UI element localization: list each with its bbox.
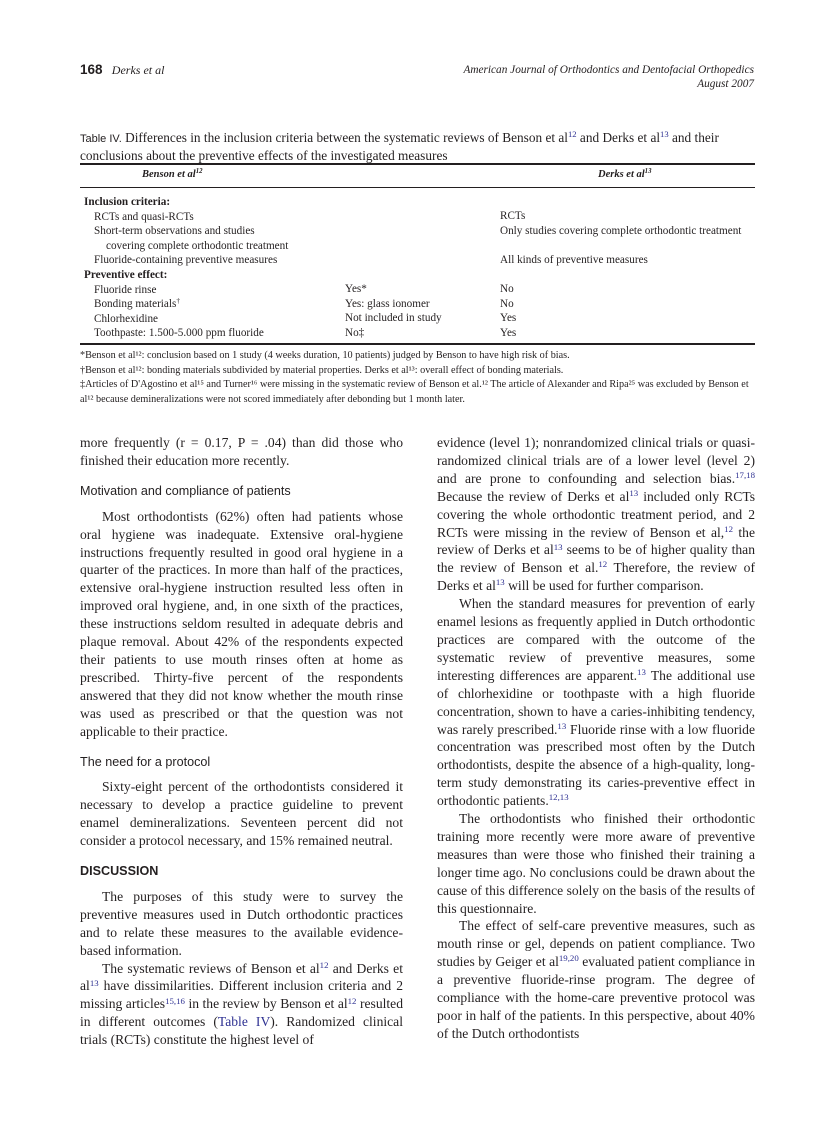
table-header-derks: Derks et $al^{13}$ xyxy=(598,168,652,180)
cell-derks: All kinds of preventive measures xyxy=(500,253,648,266)
citation-ref[interactable]: 19,20 xyxy=(558,953,579,964)
citation-ref[interactable]: 12 xyxy=(347,995,357,1006)
citation-ref[interactable]: 13 xyxy=(495,577,505,588)
table-header-benson: Benson et $al^{12}$ xyxy=(142,168,203,180)
section-heading: DISCUSSION xyxy=(80,864,159,879)
footnote: *Benson et al¹²: conclusion based on 1 study (4 weeks duration, 10 patients) judged by Benson to have high risk of bias. xyxy=(80,350,570,361)
row-label: Short-term observations and studies xyxy=(94,225,255,238)
citation-ref[interactable]: 13 xyxy=(660,129,669,140)
row-label: Toothpaste: 1.500-5.000 ppm fluoride xyxy=(94,327,264,340)
citation-ref[interactable]: 17,18 xyxy=(735,469,755,480)
row-label: Fluoride-containing preventive measures xyxy=(94,254,278,267)
cell-derks: Yes xyxy=(500,312,517,325)
cell-derks: RCTs xyxy=(500,210,526,222)
table-top-rule xyxy=(80,163,755,165)
cell-benson: Not included in study xyxy=(345,312,442,325)
cell-derks: No xyxy=(500,297,514,310)
table-label-column xyxy=(84,195,288,341)
citation-ref[interactable]: 13 xyxy=(629,487,639,498)
section-heading: Motivation and compliance of patients xyxy=(80,483,291,498)
row-label: Fluoride rinse xyxy=(94,283,157,296)
running-header-left xyxy=(80,62,164,78)
journal-title: American Journal of Orthodontics and Dentofacial Orthopedics xyxy=(463,64,754,76)
citation-ref[interactable]: 13 xyxy=(553,541,563,552)
table-bottom-rule xyxy=(80,343,755,345)
cell-benson: Yes: glass ionomer xyxy=(345,297,430,310)
cell-derks: No xyxy=(500,282,514,295)
row-label: Chlorhexidine xyxy=(94,312,159,325)
page-number: 168 xyxy=(80,62,103,77)
table-footnotes xyxy=(80,349,760,407)
paragraph: The effect of self-care preventive measures, such as mouth rinse or gel, depends on patient compliance. Two studies by Geiger et al$^{19,20}$ evaluated patient compliance in a preventive fluoride-rinse program. The degree of compliance with the home-care preventive protocol was poor in half of the patients. In this perspective, about 40% of the Dutch orthodontists xyxy=(437,918,755,1041)
table-caption xyxy=(80,130,760,164)
citation-ref[interactable]: 12 xyxy=(598,559,608,570)
row-label-cont: covering complete orthodontic treatment xyxy=(106,239,289,252)
footnote: †Benson et al¹²: bonding materials subdivided by material properties. Derks et al¹³: overall effect of bonding materials. xyxy=(80,364,564,376)
paragraph: The orthodontists who finished their orthodontic training more recently were more aware of preventive measures than were those who finished their training a longer time ago. No conclusions could be drawn about the cause of this difference solely on the basis of the results of this questionnaire. xyxy=(437,811,755,916)
citation-ref[interactable]: 15,16 xyxy=(165,995,185,1006)
citation-ref[interactable]: 12,13 xyxy=(548,792,569,803)
journal-issue: August 2007 xyxy=(697,78,754,90)
running-authors: Derks et al xyxy=(111,63,165,77)
section-title: Inclusion criteria: xyxy=(84,196,171,208)
paragraph: The systematic reviews of Benson et $al^{12}$ and Derks et $al^{13}$ have dissimilarities. Different inclusion criteria and 2 missing articles$^{15,16}$ in the review by Benson et $al^{12}$ resulted in different outcomes (Table IV). Randomized clinical trials (RCTs) constitute the highest level of xyxy=(80,959,404,1048)
cell-derks: Yes xyxy=(500,326,517,339)
cell-benson: Yes* xyxy=(345,283,367,295)
table-benson-column xyxy=(345,282,442,340)
table-derks-column xyxy=(500,209,741,340)
table-link[interactable]: Table IV xyxy=(217,1014,271,1030)
citation-ref[interactable]: 12 xyxy=(319,959,329,970)
citation-ref[interactable]: 12 xyxy=(567,129,577,140)
citation-ref[interactable]: 13 xyxy=(557,720,567,731)
footnote: ‡Articles of D'Agostino et al¹⁵ and Turner¹⁶ were missing in the systematic review of Benson et al.¹² The article of Alexander and Ripa²⁵ was excluded by Benson et al¹² because demineralizations were not scored immediately after debonding but 1 month later. xyxy=(80,379,749,405)
caption-text: Differences in the inclusion criteria between the systematic reviews of Benson et al xyxy=(125,130,568,145)
section-title: Preventive effect: xyxy=(84,268,168,281)
paragraph: evidence (level 1); nonrandomized clinical trials or quasi-randomized clinical trials are of a lower level (level 2) and are prone to confounding and selection bias.$^{17,18}$ Because the review of Derks et $al^{13}$ included only RCTs covering the whole orthodontic treatment period, and 2 RCTs were missing in the review of Benson et al,$^{12}$ the review of Derks et $al^{13}$ seems to be of higher quality than the review of Benson et al.$^{12}$ Therefore, the review of Derks et $al^{13}$ will be used for further comparison. xyxy=(437,435,755,594)
paragraph: Most orthodontists (62%) often had patients whose oral hygiene was inadequate. Extensive oral-hygiene instructions frequently resulted in good oral hygiene in a quarter of the practices. In more than half of the practices, extensive oral-hygiene instruction resulted less often in improved oral hygiene, and, in one sixth of the practices, these instructions seldom resulted in adequate debris and plaque removal. About 42% of the respondents expected their patients to use mouth rinses often at home as prescribed. Thirty-five percent of the respondents answered that they did not know whether the mouth rinse was used as prescribed or that the question was not applicable to their practice. xyxy=(80,508,403,739)
running-header-right xyxy=(463,63,754,91)
section-heading: The need for a protocol xyxy=(80,754,211,769)
paragraph: The purposes of this study were to survey the preventive measures used in Dutch orthodontic practices and to relate these measures to the available evidence-based information. xyxy=(80,888,403,958)
citation-ref[interactable]: 13 xyxy=(637,666,646,677)
citation-ref[interactable]: 13 xyxy=(89,977,99,988)
table-label: Table IV. xyxy=(80,133,122,145)
cell-benson: No‡ xyxy=(345,326,365,339)
caption-text: and their conclusions about the preventive effects of the investigated measures xyxy=(80,130,719,163)
left-column xyxy=(80,434,403,1049)
table-header-rule xyxy=(80,187,755,188)
right-column xyxy=(437,434,755,1043)
caption-text: and Derks et al xyxy=(576,130,661,145)
citation-ref[interactable]: 12 xyxy=(724,523,733,534)
cell-derks: Only studies covering complete orthodontic treatment xyxy=(500,224,742,237)
paragraph: Sixty-eight percent of the orthodontists considered it necessary to develop a practice guideline to prevent enamel demineralizations. Seventeen percent did not consider a protocol necessary, and 15% remained neutral. xyxy=(80,779,403,849)
paragraph: When the standard measures for prevention of early enamel lesions as frequently applied in Dutch orthodontic practices are compared with the outcome of the systematic review of preventive measures, some interesting differences are apparent.$^{13}$ The additional use of chlorhexidine or toothpaste with a high fluoride concentration, shown to have a caries-inhibiting tendency, was rarely prescribed.$^{13}$ Fluoride rinse with a low fluoride concentration was prescribed most often by the Dutch orthodontists, despite the absence of a high-quality, long-term study demonstrating its caries-preventive effect in orthodontic patients.$^{12,13}$ xyxy=(437,596,755,809)
row-label: Bonding materials† xyxy=(94,297,180,311)
paragraph: more frequently (r = 0.17, P = .04) than did those who finished their education more recently. xyxy=(80,435,403,468)
row-label: RCTs and quasi-RCTs xyxy=(94,210,194,223)
